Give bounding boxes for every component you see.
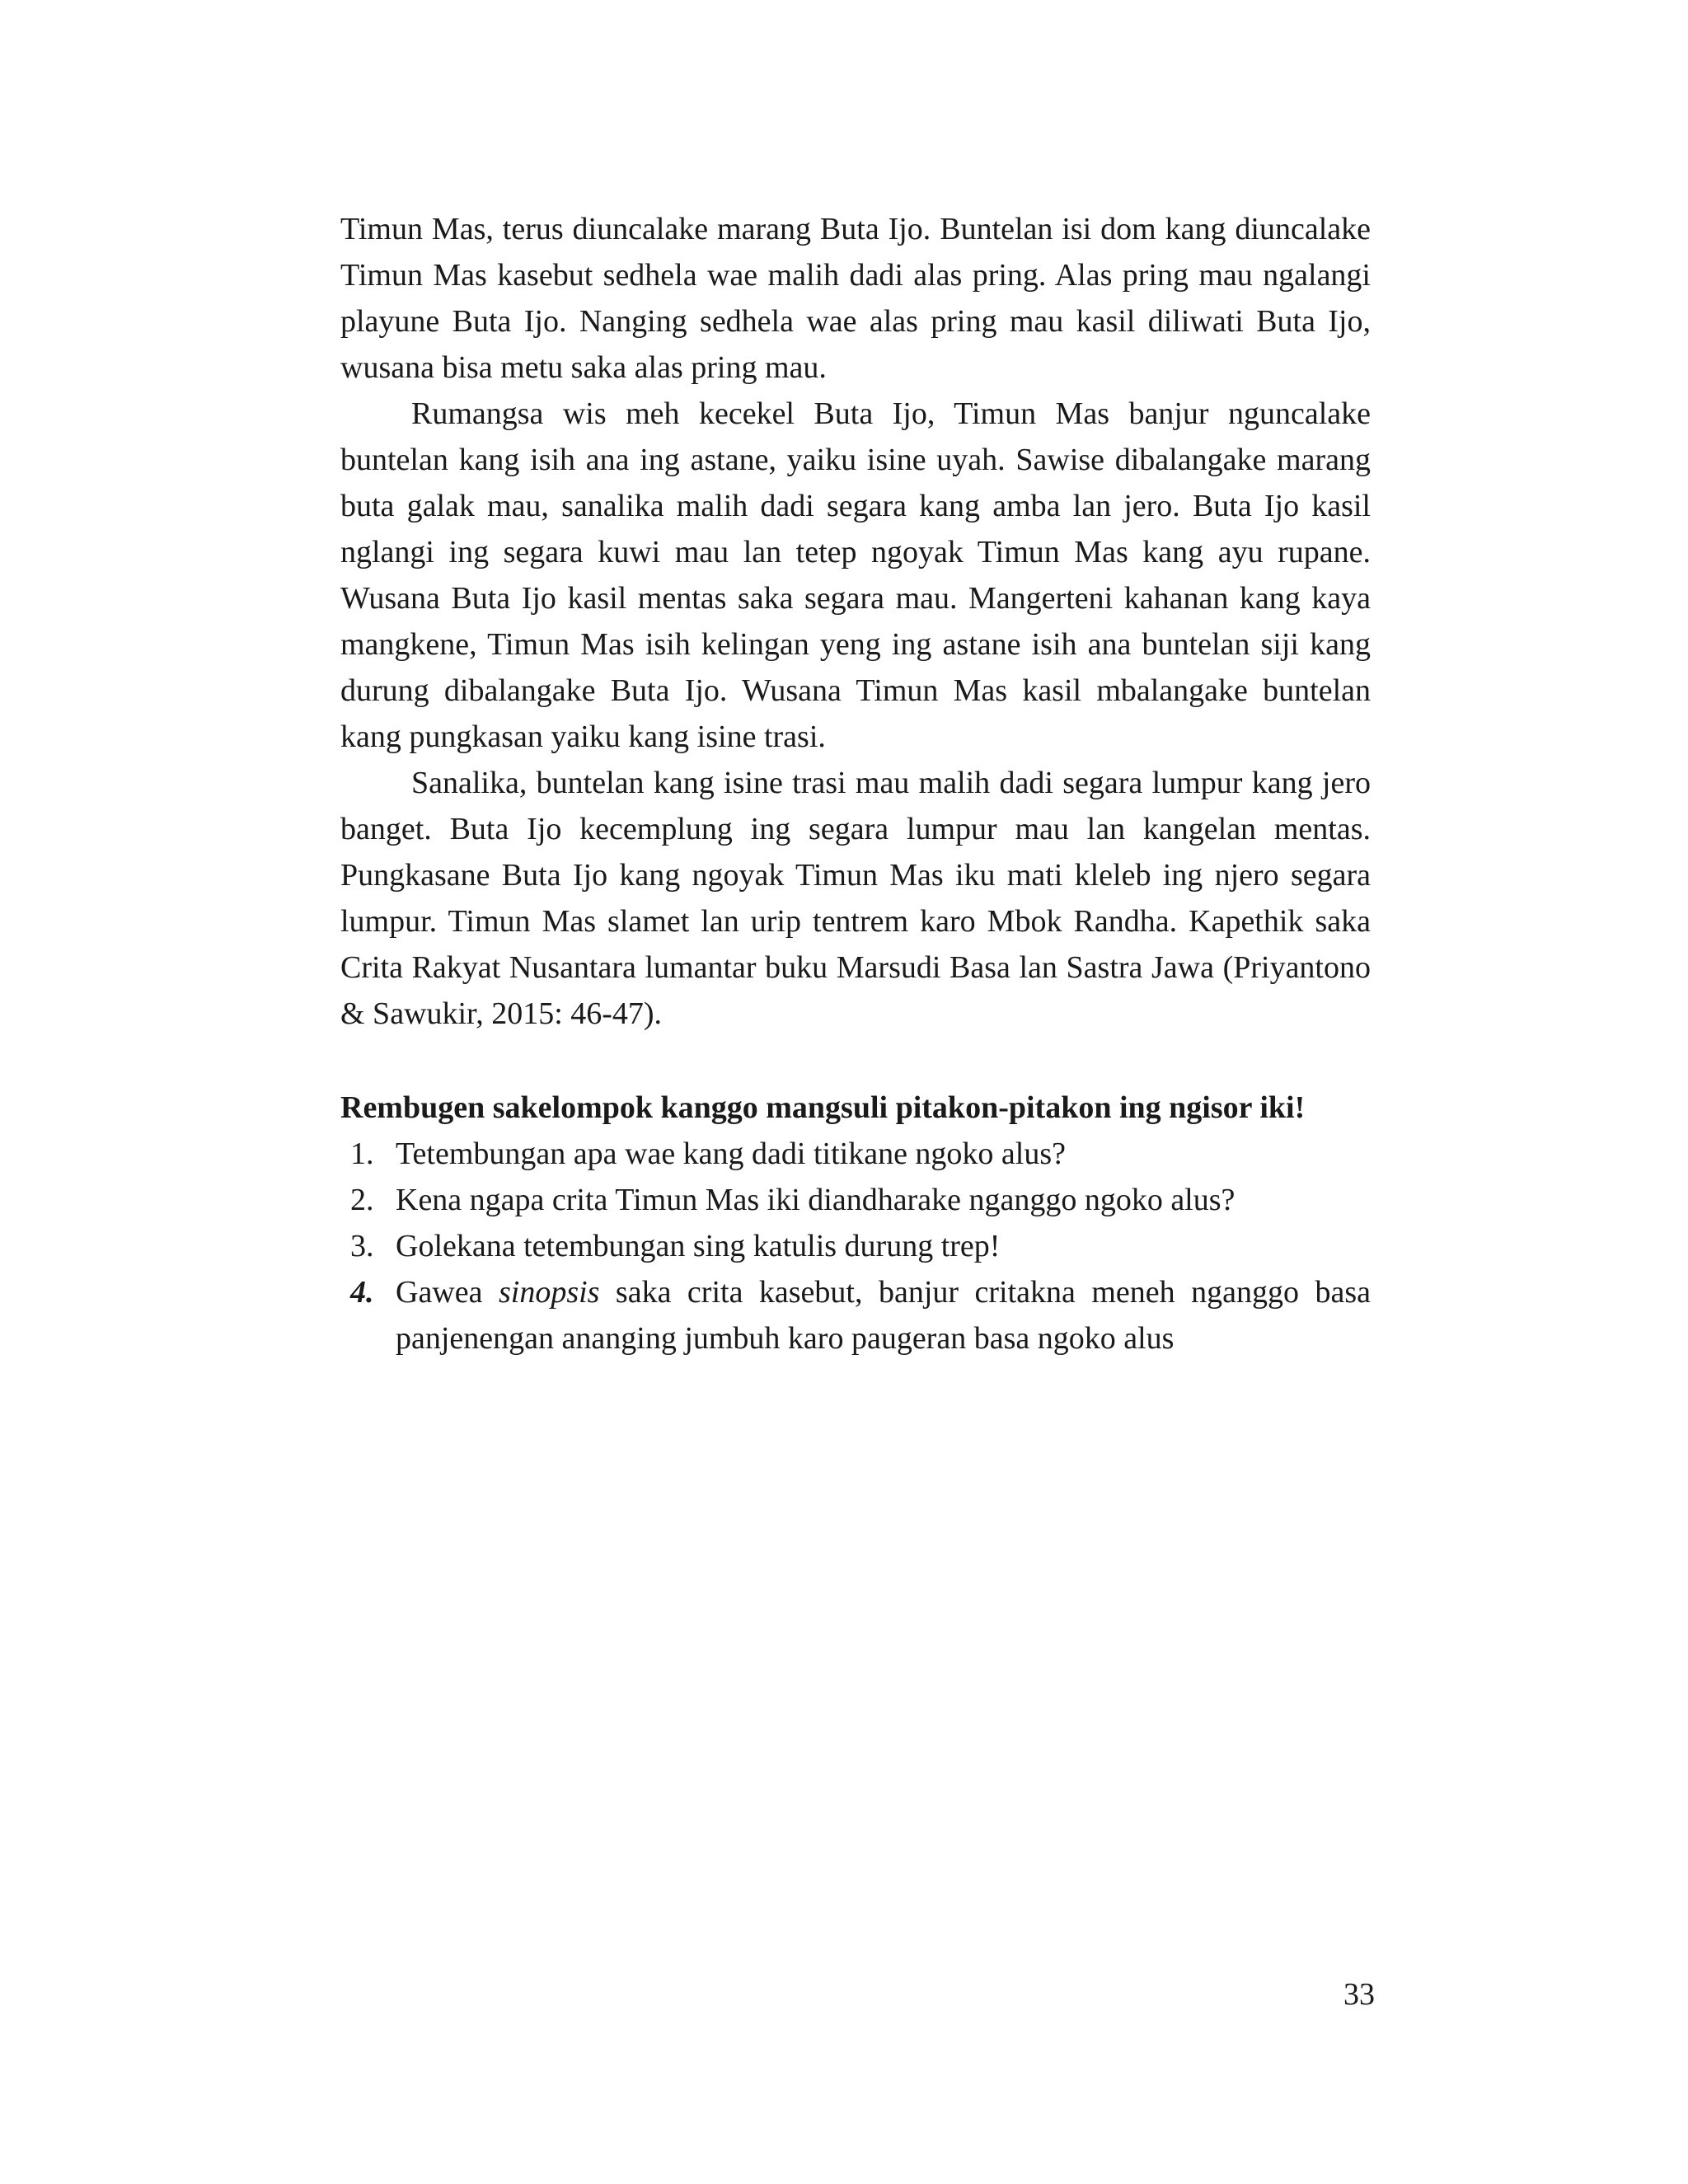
question-text [396, 1275, 1371, 1356]
page-content [340, 206, 1371, 1361]
task-heading: Rembugen sakelompok kanggo mangsuli pitakon-pitakon ing ngisor iki! [340, 1090, 1306, 1125]
story-paragraph: Rumangsa wis meh kecekel Buta Ijo, Timun Mas banjur nguncalake buntelan kang isih ana ing astane, yaiku isine uyah. Sawise dibalangake marang buta galak mau, sanalika malih dadi segara kang amba lan jero. Buta Ijo kasil nglangi ing segara kuwi mau lan tetep ngoyak Timun Mas kang ayu rupane. Wusana Buta Ijo kasil mentas saka segara mau. Mangerteni kahanan kang kaya mangkene, Timun Mas isih kelingan yeng ing astane isih ana buntelan siji kang durung dibalangake Buta Ijo. Wusana Timun Mas kasil mbalangake buntelan kang pungkasan yaiku kang isine trasi. [340, 396, 1371, 754]
question-item [340, 1131, 1371, 1177]
question-text: Golekana tetembungan sing katulis durung trep! [396, 1229, 1001, 1263]
question-item [340, 1177, 1371, 1223]
question-text: Kena ngapa crita Timun Mas iki diandharake nganggo ngoko alus? [396, 1183, 1236, 1217]
question-text: Tetembungan apa wae kang dadi titikane ngoko alus? [396, 1137, 1067, 1171]
story-paragraph: Sanalika, buntelan kang isine trasi mau malih dadi segara lumpur kang jero banget. Buta Ijo kecemplung ing segara lumpur mau lan kangelan mentas. Pungkasane Buta Ijo kang ngoyak Timun Mas iku mati kleleb ing njero segara lumpur. Timun Mas slamet lan urip tentrem karo Mbok Randha. Kapethik saka Crita Rakyat Nusantara lumantar buku Marsudi Basa lan Sastra Jawa (Priyantono & Sawukir, 2015: 46-47). [340, 766, 1371, 1031]
question-list [340, 1131, 1371, 1361]
question-number: 4. [350, 1275, 374, 1310]
question-text-lead: Gawea [396, 1275, 499, 1310]
page-number: 33 [1343, 1977, 1375, 2012]
story-paragraph: Timun Mas, terus diuncalake marang Buta Ijo. Buntelan isi dom kang diuncalake Timun Mas kasebut sedhela wae malih dadi alas pring. Alas pring mau ngalangi playune Buta Ijo. Nanging sedhela wae alas pring mau kasil diliwati Buta Ijo, wusana bisa metu saka alas pring mau. [340, 212, 1371, 385]
question-number: 3. [350, 1229, 374, 1263]
question-number: 2. [350, 1183, 374, 1217]
question-number: 1. [350, 1137, 374, 1171]
question-item [340, 1269, 1371, 1361]
question-text-rest: saka crita kasebut, banjur critakna meneh nganggo basa panjenengan ananging jumbuh karo paugeran basa ngoko alus [396, 1275, 1371, 1356]
question-text-italic-term: sinopsis [498, 1275, 600, 1310]
question-item [340, 1223, 1371, 1269]
